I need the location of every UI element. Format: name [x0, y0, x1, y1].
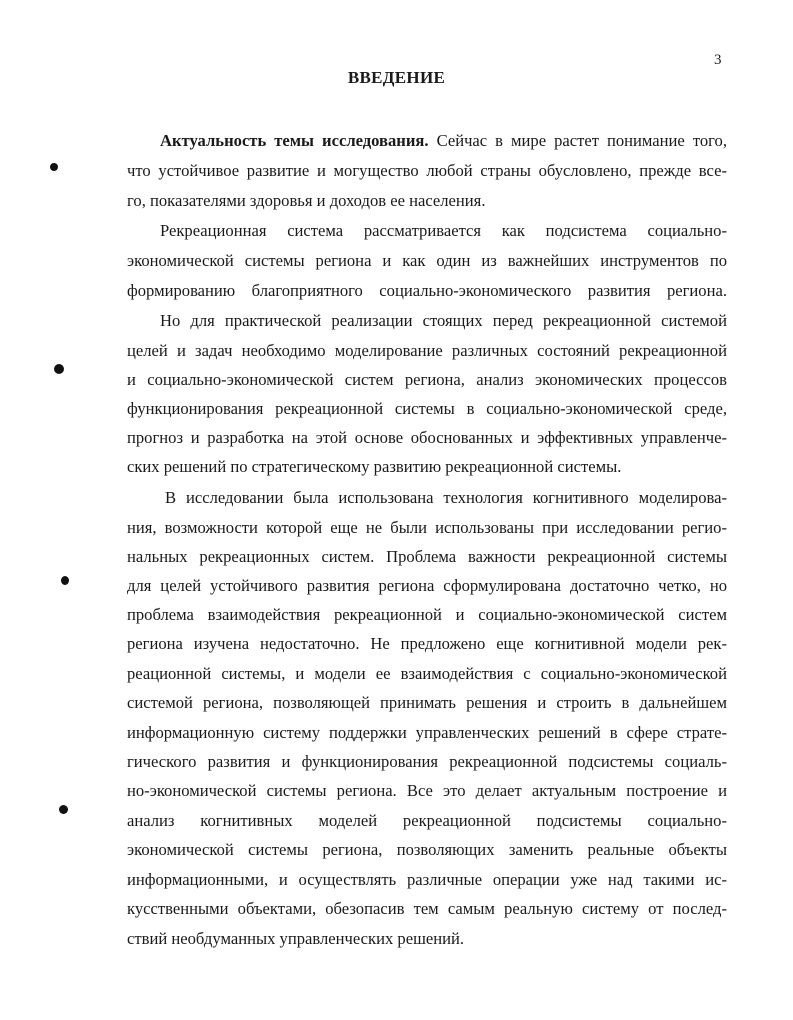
p4-line-1: В исследовании была использована технология когнитивного моделирова-	[165, 488, 727, 507]
p3-line-5: прогноз и разработка на этой основе обоснованных и эффективных управленче-	[127, 428, 727, 447]
p2-line-1: Рекреационная система рассматривается как подсистема социально-	[160, 221, 727, 240]
p4-line-8: системой региона, позволяющей принимать решения и строить в дальнейшем	[127, 693, 727, 712]
p4-line-13: экономической системы региона, позволяющих заменить реальные объекты	[127, 840, 727, 859]
p3-line-3: и социально-экономической систем региона, анализ экономических процессов	[127, 370, 727, 389]
p4-line-4: для целей устойчивого развития региона сформулирована достаточно четко, но	[127, 576, 727, 595]
p4-line-12: анализ когнитивных моделей рекреационной подсистемы социально-	[127, 811, 727, 830]
p4-line-6: региона изучена недостаточно. Не предложено еще когнитивной модели рек-	[127, 634, 727, 653]
p4-line-11: но-экономической системы региона. Все это делает актуальным построение и	[127, 781, 727, 800]
p4-line-15: кусственными объектами, обезопасив тем самым реальную систему от послед-	[127, 899, 727, 918]
p1-line-1	[160, 131, 727, 151]
page-title: ВВЕДЕНИЕ	[347, 68, 446, 87]
p4-line-9: информационную систему поддержки управленческих решений в сфере страте-	[127, 723, 727, 742]
page-number: 3	[714, 52, 722, 68]
p4-line-7: реационной системы, и модели ее взаимодействия с социально-экономической	[127, 664, 727, 683]
p2-line-2: экономической системы региона и как один из важнейших инструментов по	[127, 251, 727, 270]
p3-line-2: целей и задач необходимо моделирование различных состояний рекреационной	[127, 341, 727, 360]
p4-line-14: информационными, и осуществлять различные операции уже над такими ис-	[127, 870, 727, 889]
scan-mark-dot	[61, 576, 69, 585]
p1-line-1-rest: Сейчас в мире растет понимание того,	[428, 131, 727, 150]
p3-line-6: ских решений по стратегическому развитию рекреационной системы.	[127, 457, 622, 476]
p2-line-3: формированию благоприятного социально-экономического развития региона.	[127, 281, 727, 300]
p4-line-5: проблема взаимодействия рекреационной и социально-экономической систем	[127, 605, 727, 624]
p1-line-3: го, показателями здоровья и доходов ее населения.	[127, 191, 486, 210]
p4-line-16: ствий необдуманных управленческих решений.	[127, 929, 465, 948]
scan-mark-dot	[54, 364, 64, 374]
p1-line-2: что устойчивое развитие и могущество любой страны обусловлено, прежде все-	[127, 161, 727, 180]
p4-line-2: ния, возможности которой еще не были использованы при исследовании регио-	[127, 518, 727, 537]
scan-mark-dot	[59, 805, 68, 814]
p3-line-4: функционирования рекреационной системы в социально-экономической среде,	[127, 399, 727, 418]
scan-mark-dot	[50, 163, 58, 171]
p1-lead: Актуальность темы исследования.	[160, 131, 429, 150]
p3-line-1: Но для практической реализации стоящих перед рекреационной системой	[160, 311, 727, 330]
p4-line-10: гического развития и функционирования рекреационной подсистемы социаль-	[127, 752, 727, 771]
p4-line-3: нальных рекреационных систем. Проблема важности рекреационной системы	[127, 547, 727, 566]
